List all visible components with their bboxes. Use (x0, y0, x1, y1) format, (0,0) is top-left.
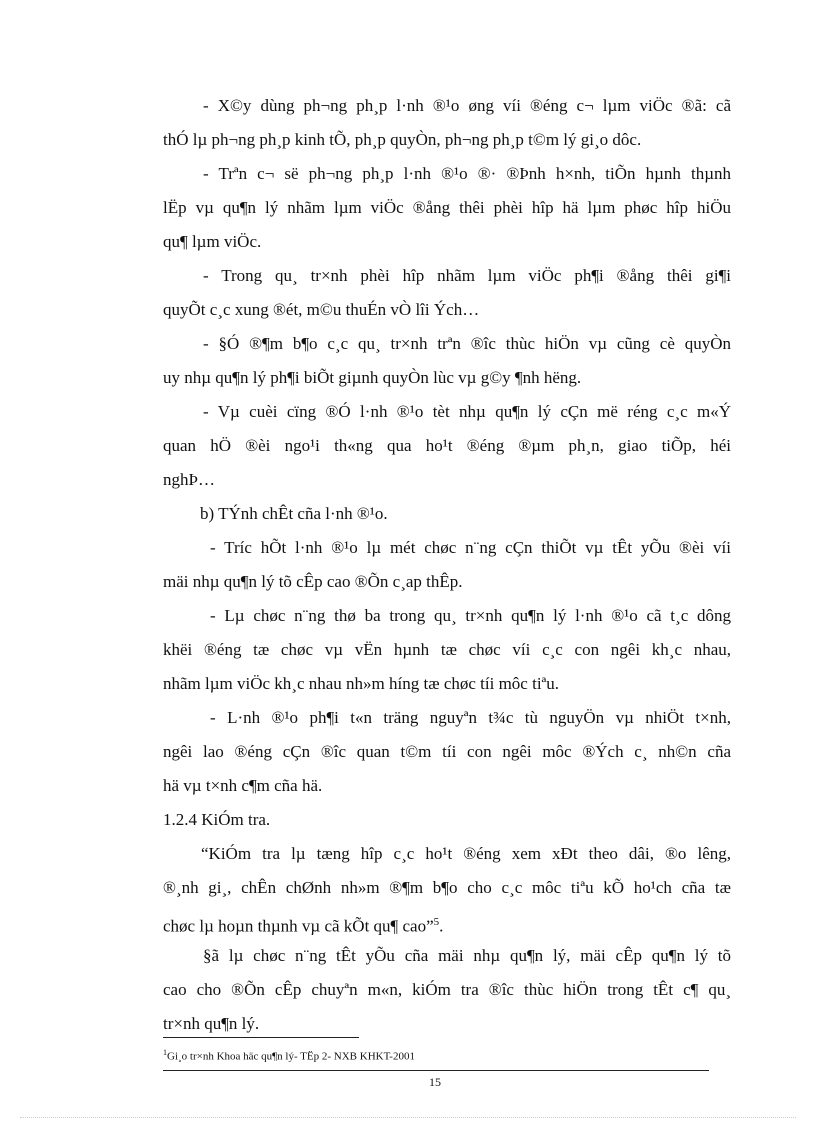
paragraph-line: nghÞ… (163, 470, 215, 489)
paragraph-line: - L·nh ®¹o ph¶i t«n träng nguyªn t¾c tù nguyÖn vµ nhiÖt t×nh, (210, 708, 731, 727)
paragraph-line: - Tríc hÕt l·nh ®¹o lµ mét chøc n¨ng cÇn thiÕt vµ tÊt yÕu ®èi víi (210, 538, 731, 557)
paragraph-line: chøc lµ hoµn thµnh vµ cã kÕt qu¶ cao”$^5$. (163, 916, 444, 936)
paragraph-line: tr×nh qu¶n lý. (163, 1014, 260, 1033)
paragraph-line: nhãm lµm viÖc kh¸c nhau nh»m híng tæ chøc tíi môc tiªu. (163, 674, 559, 693)
paragraph-line: - Lµ chøc n¨ng thø ba trong qu¸ tr×nh qu¶n lý l·nh ®¹o cã t¸c dông (210, 606, 731, 625)
section-heading: b) TÝnh chÊt cña l·nh ®¹o. (200, 504, 388, 523)
footnote-separator (163, 1037, 359, 1038)
paragraph-line: qu¶ lµm viÖc. (163, 232, 262, 251)
paragraph-line: cao cho ®Õn cÊp chuyªn m«n, kiÓm tra ®îc thùc hiÖn trong tÊt c¶ qu¸ (163, 980, 731, 999)
section-heading: 1.2.4 KiÓm tra. (163, 810, 271, 829)
paragraph-line: thÓ lµ ph¬ng ph¸p kinh tÕ, ph¸p quyÒn, ph¬ng ph¸p t©m lý gi¸o dôc. (163, 130, 642, 149)
paragraph-line: ®¸nh gi¸, chÊn chØnh nh»m ®¶m b¶o cho c¸c môc tiªu kÕ ho¹ch cña tæ (163, 878, 731, 897)
paragraph-line: khëi ®éng tæ chøc vµ vËn hµnh tæ chøc víi c¸c con ngêi kh¸c nhau, (163, 640, 731, 659)
paragraph-line: quyÕt c¸c xung ®ét, m©u thuÉn vÒ lîi Ých… (163, 300, 480, 319)
paragraph-line: - Trªn c¬ së ph¬ng ph¸p l·nh ®¹o ®· ®Þnh h×nh, tiÕn hµnh thµnh (203, 164, 731, 183)
quote-end-text: chøc lµ hoµn thµnh vµ cã kÕt qu¶ cao” (163, 916, 434, 936)
page-number: 15 (429, 1075, 441, 1089)
paragraph-line: mäi nhµ qu¶n lý tõ cÊp cao ®Õn c¸ap thÊp. (163, 572, 463, 591)
paragraph-line: - Trong qu¸ tr×nh phèi hîp nhãm lµm viÖc ph¶i ®ång thêi gi¶i (203, 266, 731, 285)
paragraph-line: quan hÖ ®èi ngo¹i th«ng qua ho¹t ®éng ®µm ph¸n, giao tiÕp, héi (163, 436, 731, 455)
footnote-number: 1 (163, 1048, 167, 1057)
paragraph-line: “KiÓm tra lµ tæng hîp c¸c ho¹t ®éng xem xÐt theo dâi, ®o lêng, (201, 844, 731, 863)
paragraph-line: lËp vµ qu¶n lý nhãm lµm viÖc ®ång thêi phèi hîp hä lµm phøc hîp hiÖu (163, 198, 731, 217)
paragraph-line: - Vµ cuèi cïng ®Ó l·nh ®¹o tèt nhµ qu¶n lý cÇn më réng c¸c m«Ý (203, 402, 731, 421)
paragraph-line: - §Ó ®¶m b¶o c¸c qu¸ tr×nh trªn ®îc thùc hiÖn vµ cũng cè quyÒn (203, 334, 731, 353)
paragraph-line: uy nhµ qu¶n lý ph¶i biÕt giµnh quyÒn lùc vµ g©y ¶nh hëng. (163, 368, 582, 387)
page-boundary (20, 1117, 796, 1118)
paragraph-line: §ã lµ chøc n¨ng tÊt yÕu cña mäi nhµ qu¶n lý, mäi cÊp qu¶n lý tõ (203, 946, 731, 965)
footnote (163, 1046, 415, 1064)
footnote-reference[interactable]: 5 (433, 916, 440, 928)
footnote-text: Gi¸o tr×nh Khoa häc qu¶n lý- TËp 2- NXB KHKT-2001 (167, 1050, 415, 1063)
paragraph-line: ngêi lao ®éng cÇn ®îc quan t©m tíi con ngêi môc ®Ých c¸ nh©n cña (163, 742, 731, 761)
paragraph-line: hä vµ t×nh c¶m cña hä. (163, 776, 323, 795)
page-footer-rule (163, 1070, 709, 1071)
paragraph-line: - X©y dùng ph¬ng ph¸p l·nh ®¹o øng víi ®éng c¬ lµm viÖc ®ã: cã (203, 96, 731, 115)
